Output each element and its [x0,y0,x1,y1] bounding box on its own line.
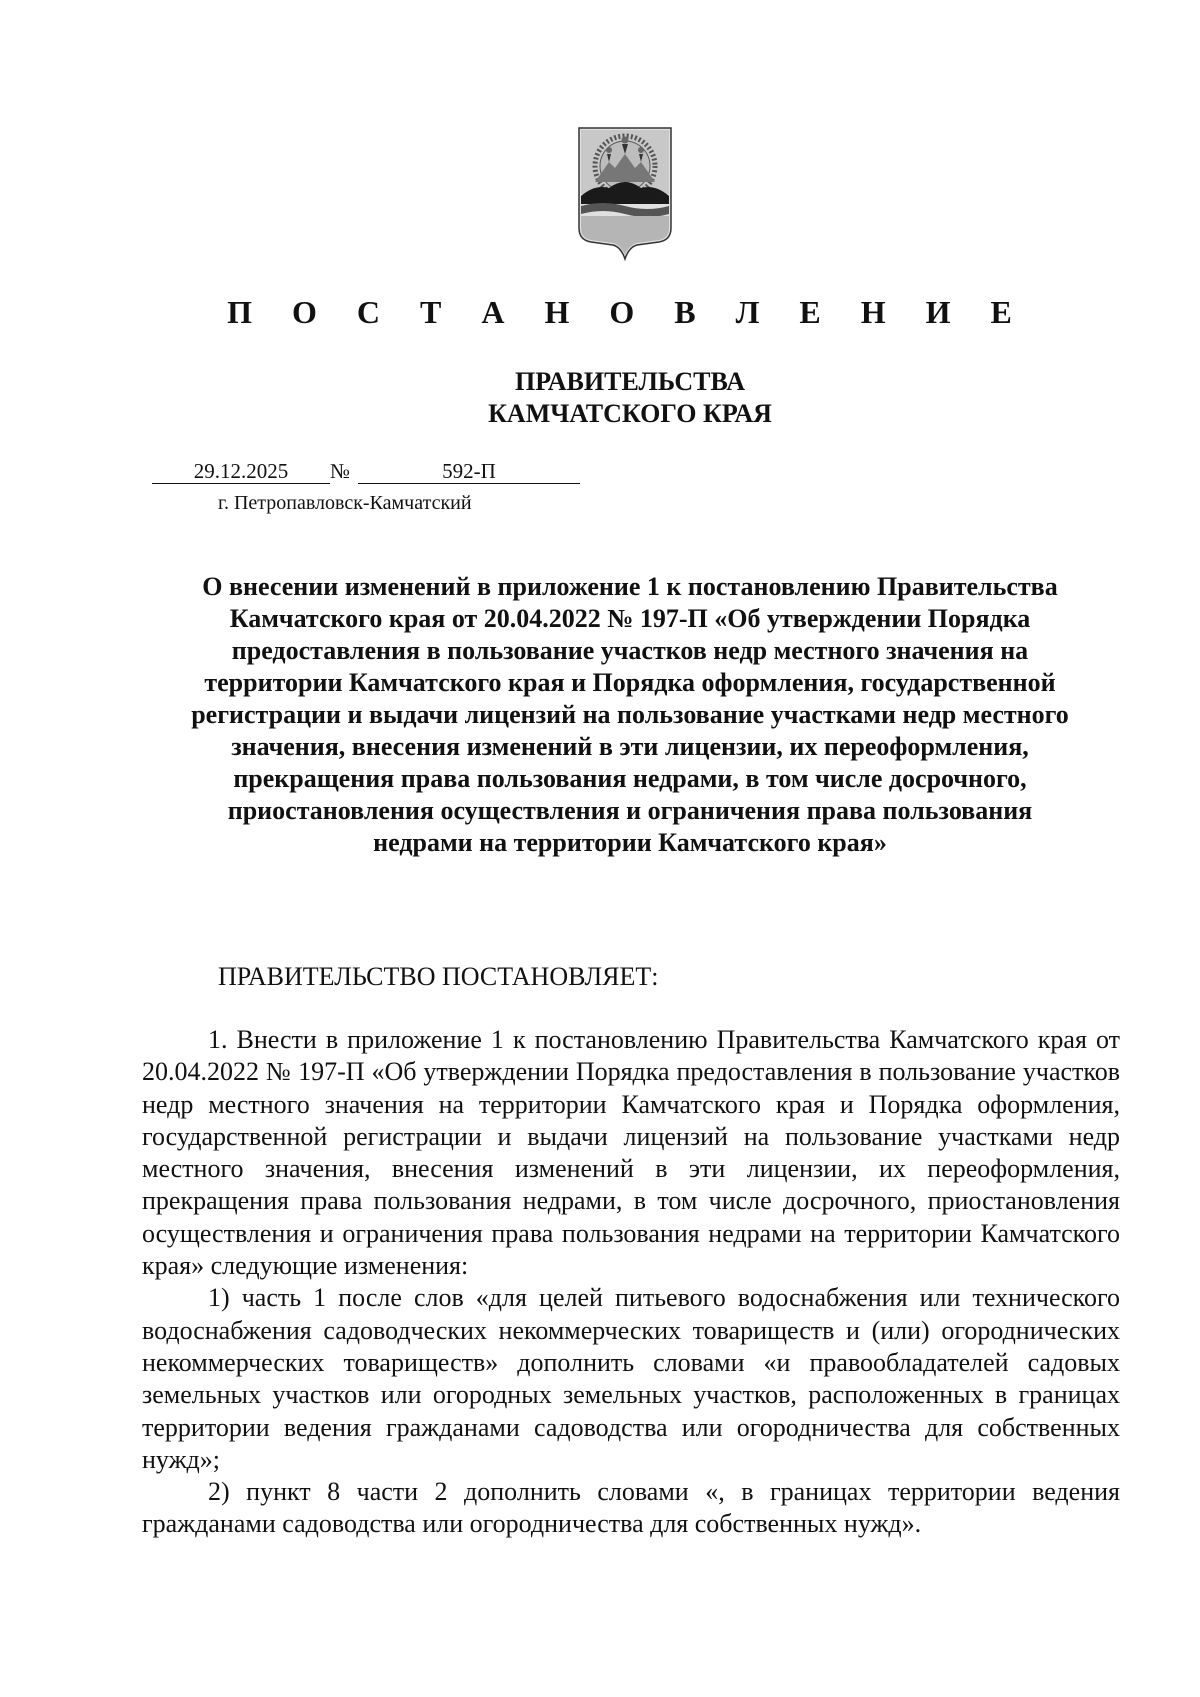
issuer-line-1: ПРАВИТЕЛЬСТВА [515,367,745,396]
document-type-heading: П О С Т А Н О В Л Е Н И Е [227,294,1028,330]
document-number: 592-П [358,458,580,484]
document-body [142,1024,1120,1541]
body-paragraph: 1. Внести в приложение 1 к постановлению Правительства Камчатского края от 20.04.2022 № 197-П «Об утверждении Порядка предоставления в пользование участков недр местного значения на территории Камчатского края и Порядка оформления, государственной регистрации и выдачи лицензий на пользование участками недр местного значения, внесения изменений в эти лицензии, их переоформления, прекращения права пользования недрами, в том числе досрочного, приостановления осуществления и ограничения права пользования недрами на территории Камчатского края» следующие изменения: [142,1025,1120,1281]
city-name: г. Петропавловск-Камчатский [218,492,472,514]
title-line: недрами на территории Камчатского края» [373,828,887,857]
title-line: территории Камчатского края и Порядка оформления, государственной [204,668,1056,697]
title-line: значения, внесения изменений в эти лицензии, их переоформления, [231,732,1029,761]
document-date: 29.12.2025 [152,458,330,484]
title-line: приостановления осуществления и ограничения права пользования [227,796,1033,825]
title-line: О внесении изменений в приложение 1 к постановлению Правительства [202,572,1058,601]
number-sign: № [330,459,351,483]
title-line: прекращения права пользования недрами, в том числе досрочного, [233,764,1027,793]
registration-line [152,458,580,484]
title-line: регистрации и выдачи лицензий на пользование участками недр местного [191,700,1069,729]
body-paragraph: 1) часть 1 после слов «для целей питьевого водоснабжения или технического водоснабжения садоводческих некоммерческих товариществ и (или) огороднических некоммерческих товариществ» дополнить словами «и правообладателей садовых земельных участков или огородных земельных участков, расположенных в границах территории ведения гражданами садоводства или огородничества для собственных нужд»; [142,1283,1120,1474]
issuer-line-2: КАМЧАТСКОГО КРАЯ [488,399,772,428]
title-line: предоставления в пользование участков недр местного значения на [231,636,1029,665]
document-title [0,571,1200,859]
resolves-heading: ПРАВИТЕЛЬСТВО ПОСТАНОВЛЯЕТ: [218,962,659,991]
title-line: Камчатского края от 20.04.2022 № 197-П «Об утверждении Порядка [229,604,1031,633]
body-paragraph: 2) пункт 8 части 2 дополнить словами «, в границах территории ведения гражданами садоводства или огородничества для собственных нужд». [142,1477,1120,1539]
kamchatka-coat-of-arms-icon [575,124,675,264]
